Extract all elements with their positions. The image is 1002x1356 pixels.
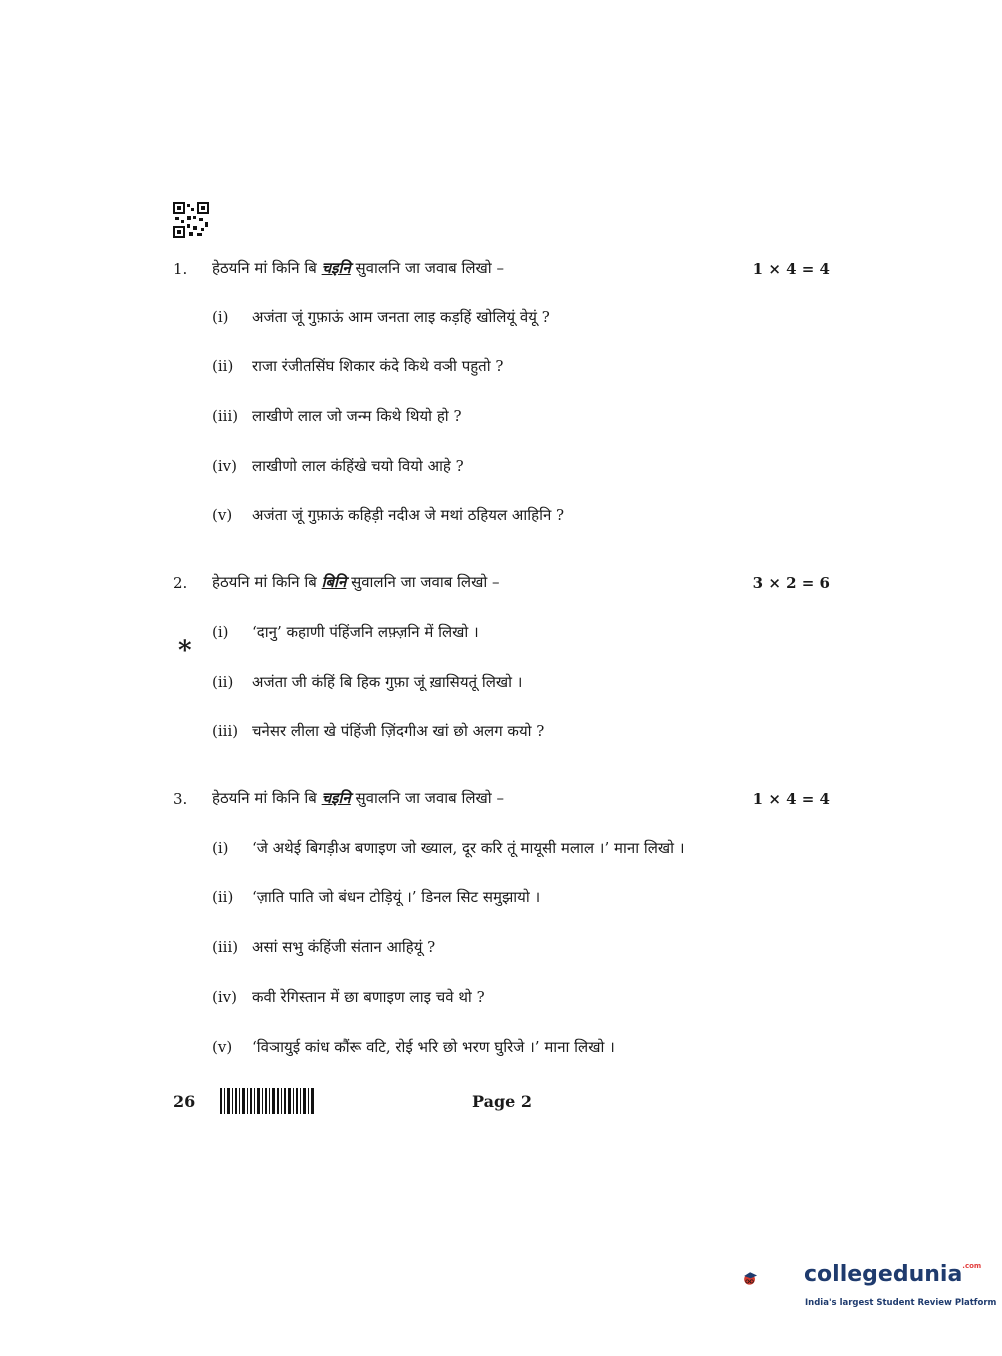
- sub-question: [212, 356, 503, 376]
- sub-question: [212, 672, 523, 692]
- sub-question-number: (i): [212, 839, 229, 857]
- sub-question-number: (iv): [212, 457, 237, 475]
- instruction-prefix: हेठयनि मां किनि बि: [212, 789, 317, 807]
- page-number: Page 2: [472, 1092, 533, 1111]
- sub-question: [212, 505, 564, 525]
- sub-question-text: ‘जे अथेई बिगड़ीअ बणाइण जो ख्याल, दूर करि तूं मायूसी मलाल ।’ माना लिखो ।: [252, 839, 685, 857]
- question-number: 2.: [173, 574, 188, 592]
- sub-question-text: लाखीणो लाल कंहिंखे चयो वियो आहे ?: [252, 457, 464, 475]
- sub-question-number: (ii): [212, 357, 234, 375]
- sub-question: [212, 838, 685, 858]
- question-instruction: [212, 258, 504, 278]
- barcode-icon: [220, 1088, 314, 1114]
- instruction-suffix: सुवालनि जा जवाब लिखो –: [355, 259, 504, 277]
- logo-name: collegedunia: [804, 1262, 963, 1287]
- sub-question-text: राजा रंजीतसिंघ शिकार कंदे किथे वञी पहुतो ?: [252, 357, 504, 375]
- instruction-prefix: हेठयनि मां किनि बि: [212, 573, 317, 591]
- instruction-emphasis: बिनि: [321, 573, 347, 591]
- question-number: 1.: [173, 260, 188, 278]
- instruction-suffix: सुवालनि जा जवाब लिखो –: [355, 789, 504, 807]
- sub-question: [212, 987, 485, 1007]
- sub-question: [212, 721, 544, 741]
- question-instruction: [212, 572, 500, 592]
- sub-question-text: चनेसर लीला खे पंहिंजी ज़िंदगीअ खां छो अलग कयो ?: [252, 722, 545, 740]
- sub-question-number: (ii): [212, 888, 234, 906]
- collegedunia-mascot-icon: [742, 1248, 804, 1310]
- sub-question-text: अजंता जूं गुफ़ाऊं कहिड़ी नदीअ जे मथां ठहियल आहिनि ?: [252, 506, 565, 524]
- sub-question-text: अजंता जी कंहिं बि हिक गुफ़ा जूं ख़ासियतूं लिखो ।: [252, 673, 523, 691]
- marks-allocation: 1 × 4 = 4: [752, 260, 830, 278]
- instruction-emphasis: चइनि: [321, 789, 351, 807]
- logo-wordmark: [804, 1262, 981, 1287]
- sub-question: [212, 456, 464, 476]
- logo-tagline: India's largest Student Review Platform: [805, 1298, 997, 1308]
- sub-question-text: ‘विञायुई कांध कौंरू वटि, रोई भरि छो भरण घुरिजे ।’ माना लिखो ।: [252, 1038, 615, 1056]
- sub-question-number: (iv): [212, 988, 237, 1006]
- sub-question-text: ‘दानु’ कहाणी पंहिंजनि लफ़्ज़नि में लिखो ।: [252, 623, 479, 641]
- marks-allocation: 1 × 4 = 4: [752, 790, 830, 808]
- question-instruction: [212, 788, 504, 808]
- instruction-emphasis: चइनि: [321, 259, 351, 277]
- sub-question: [212, 937, 435, 957]
- qr-code-icon: [173, 202, 209, 238]
- paper-code: 26: [173, 1092, 196, 1111]
- sub-question-number: (i): [212, 308, 229, 326]
- sub-question-number: (v): [212, 1038, 233, 1056]
- sub-question-number: (v): [212, 506, 233, 524]
- sub-question-number: (iii): [212, 407, 239, 425]
- sub-question: [212, 622, 479, 642]
- sub-question-number: (i): [212, 623, 229, 641]
- sub-question-text: असां सभु कंहिंजी संतान आहियूं ?: [252, 938, 436, 956]
- sub-question: [212, 406, 461, 426]
- question-number: 3.: [173, 790, 188, 808]
- marks-allocation: 3 × 2 = 6: [752, 574, 830, 592]
- sub-question-text: अजंता जूं गुफ़ाऊं आम जनता लाइ कड़हिं खोलियूं वेयूं ?: [252, 308, 550, 326]
- sub-question-number: (ii): [212, 673, 234, 691]
- logo-suffix: .com: [962, 1262, 982, 1270]
- sub-question-text: लाखीणे लाल जो जन्म किथे थियो हो ?: [252, 407, 462, 425]
- star-marker: *: [178, 636, 192, 666]
- instruction-prefix: हेठयनि मां किनि बि: [212, 259, 317, 277]
- sub-question: [212, 1037, 615, 1057]
- sub-question: [212, 887, 540, 907]
- sub-question-text: कवी रेगिस्तान में छा बणाइण लाइ चवे थो ?: [252, 988, 485, 1006]
- sub-question-text: ‘ज़ाति पाति जो बंधन टोड़ियूं ।’ डिनल सिट समुझायो ।: [252, 888, 541, 906]
- sub-question: [212, 307, 550, 327]
- instruction-suffix: सुवालनि जा जवाब लिखो –: [351, 573, 500, 591]
- sub-question-number: (iii): [212, 722, 239, 740]
- sub-question-number: (iii): [212, 938, 239, 956]
